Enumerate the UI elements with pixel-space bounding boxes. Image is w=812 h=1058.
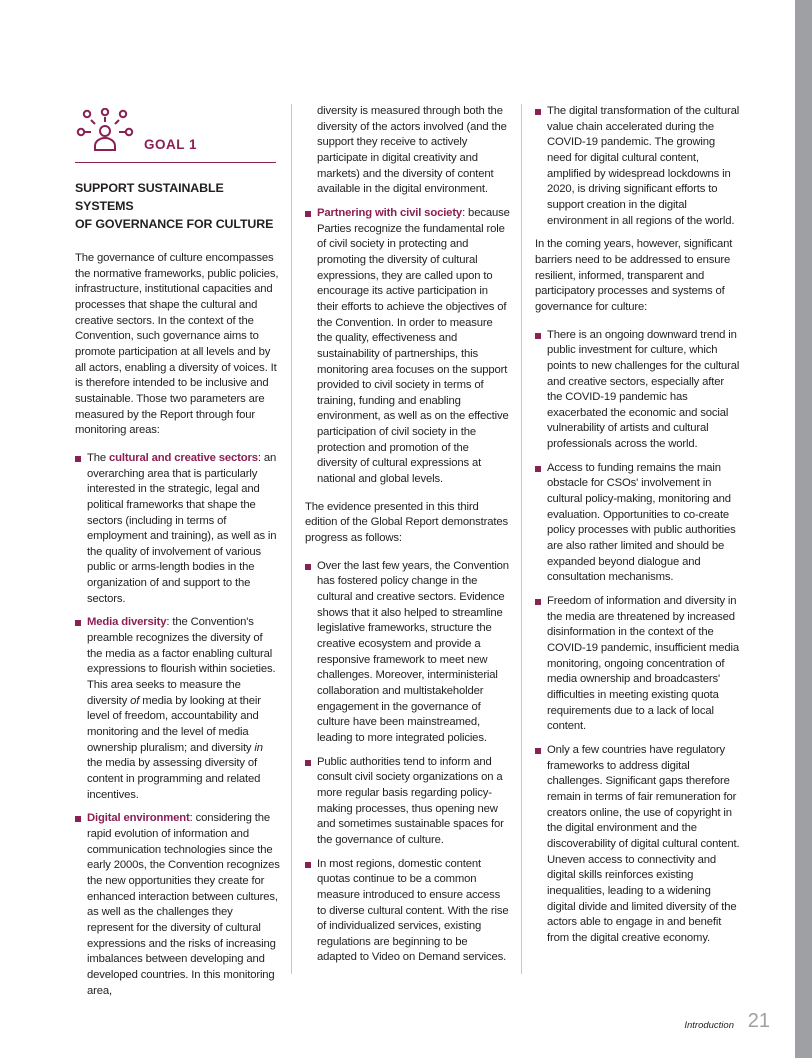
term-highlight: Partnering with civil society [317, 206, 463, 219]
list-item: Partnering with civil society: because Parties recognize the fundamental role of civil society in protecting and promoting the diversity of cultural expressions, they are called upon to encourage its active participation in their efforts to achieve the objectives of the Convention. In order to measure the quality, effectiveness and sustainability of partnerships, this monitoring area focuses on the support provided to civil society in terms of training, funding and enabling environment, as well as on the effective participation of civil society in the protection and promotion of the diversity of cultural expressions at national and global levels. [305, 206, 510, 488]
people-network-icon [75, 108, 135, 154]
evidence-paragraph: The evidence presented in this third edition of the Global Report demonstrates progress as follows: [305, 500, 508, 545]
goal-header [75, 108, 280, 162]
list-item: Over the last few years, the Convention has fostered policy change in the cultural and creative sectors. Evidence shows that it also helped to streamline legislative frameworks, structure the creative ecosystem and provide a responsive framework to meet new challenges. Moreover, interministerial collaboration and multistakeholder engagement in the governance of culture have been mainstreamed, leading to more integrated policies. [305, 559, 510, 747]
list-item: In most regions, domestic content quotas continue to be a common measure introduced to ensure access to diverse cultural content. With the rise of individualized services, existing regulations are beginning to be adapted to Video on Demand services. [305, 857, 510, 967]
continued-text: diversity is measured through both the diversity of the actors involved (and the support they receive to actively participate in digital creativity and markets) and the diversity of content available in the digital environment. [317, 105, 507, 196]
list-item: Media diversity: the Convention's preamble recognizes the diversity of the media as a factor enabling cultural expressions to flourish within societies. This area seeks to measure the diversity of media by looking at their level of freedom, accountability and monitoring and the level of media ownership pluralism; and diversity in the media by assessing diversity of content in programming and related incentives. [75, 615, 280, 803]
list-item: There is an ongoing downward trend in public investment for culture, which points to new challenges for the cultural and creative sectors, especially after the COVID-19 pandemic has exacerbated the economic and social vulnerability of artists and cultural professionals across the world. [535, 328, 740, 453]
page-edge-bar [795, 0, 812, 1058]
intro-paragraph: The governance of culture encompasses the normative frameworks, public policies, infrastructure, institutional capacities and processes that shape the cultural and creative sectors. In the context of the Convention, such governance aims to promote participation at all levels and by all actors, enabling a diversity of voices. It is therefore intended to be inclusive and sustainable. Those two parameters are measured by the Report through four monitoring areas: [75, 252, 279, 437]
column-divider [521, 104, 522, 974]
term-highlight: Digital environment [87, 812, 190, 825]
page-number: 21 [747, 1010, 770, 1032]
term-highlight: Media diversity [87, 616, 167, 629]
list-item: The cultural and creative sectors: an overarching area that is particularly interested in the strategic, legal and political frameworks that shape the sectors (including in terms of employment and training), as well as in the quality of involvement of various public or arms-length bodies in the organization of and support to the sectors. [75, 451, 280, 608]
page-footer [0, 1010, 770, 1040]
list-item: Public authorities tend to inform and consult civil society organizations on a more regular basis regarding policy-making processes, thus opening new and sometimes sustainable spaces for the governance of culture. [305, 755, 510, 849]
list-item: Digital environment: considering the rapid evolution of information and communication technologies since the early 2000s, the Convention recognizes the new opportunities they create for enhanced interaction between cultures, as well as the challenges they represent for the diversity of cultural expressions and the risks of increasing imbalances between developing and developed countries. In this monitoring area, [75, 811, 280, 999]
column-divider [291, 104, 292, 974]
list-item: Access to funding remains the main obstacle for CSOs' involvement in cultural policy-making, monitoring and evaluation. Opportunities to co-create policy processes with public authorities are also rather limited and should be expanded beyond dialogue and consultation mechanisms. [535, 461, 740, 586]
term-highlight: cultural and creative sectors [109, 451, 258, 464]
column-2 [305, 104, 510, 974]
section-name: Introduction [684, 1020, 734, 1031]
list-item: Freedom of information and diversity in the media are threatened by increased disinformation in the context of the COVID-19 pandemic, insufficient media monitoring, ongoing concentration of media ownership and broadcasters' difficulties in meeting existing quota requirements due to a lack of local content. [535, 594, 740, 735]
list-item: Only a few countries have regulatory frameworks to address digital challenges. Significant gaps therefore remain in terms of fair remuneration for creators online, the use of copyright in the digital environment and the discoverability of digital cultural content. Uneven access to connectivity and digital skills reinforces existing inequalities, leading to a widening digital divide and limited diversity of the actors able to engage in and benefit from the digital creative economy. [535, 743, 740, 947]
progress-list [305, 559, 510, 966]
column-1 [75, 108, 280, 1007]
column-3 [535, 104, 740, 954]
barriers-paragraph: In the coming years, however, significant barriers need to be addressed to ensure resilient, informed, transparent and participatory processes and systems of governance for culture: [535, 238, 733, 313]
goal-title: SUPPORT SUSTAINABLE SYSTEMS OF GOVERNANCE FOR CULTURE [75, 181, 274, 231]
monitoring-areas-list-cont [305, 206, 510, 488]
monitoring-areas-list [75, 451, 280, 999]
barriers-list [535, 328, 740, 947]
list-item: The digital transformation of the cultural value chain accelerated during the COVID-19 pandemic. The growing need for digital cultural content, amplified by widespread lockdowns in 2020, is driving significant efforts to support creation in the digital environment in all regions of the world. [535, 104, 740, 229]
progress-list-cont [535, 104, 740, 229]
goal-divider [75, 162, 276, 163]
goal-label: GOAL 1 [144, 137, 198, 152]
